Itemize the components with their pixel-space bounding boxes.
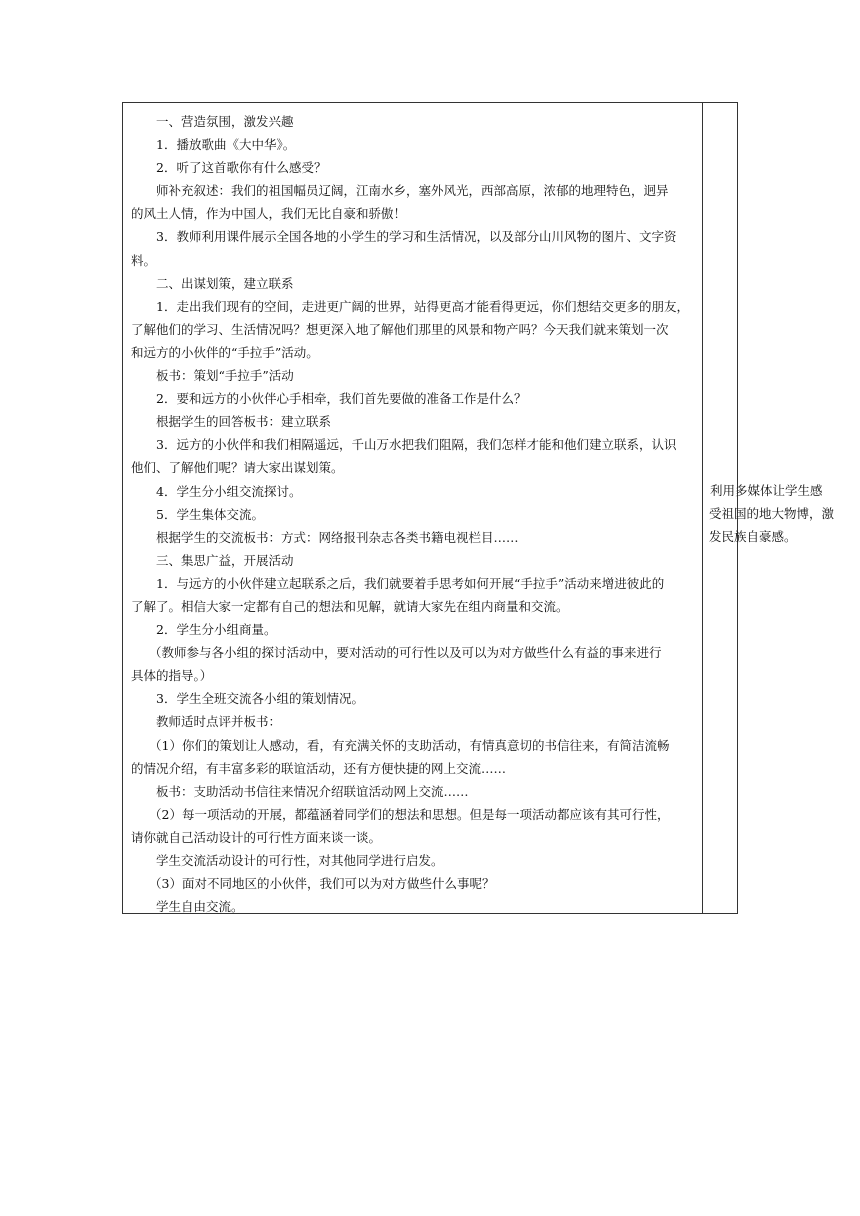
content-line: （2）每一项活动的开展，都蕴涵着同学们的想法和思想。但是每一项活动都应该有其可行性，	[149, 806, 670, 822]
content-line: 他们、了解他们呢？请大家出谋划策。	[131, 460, 344, 476]
column-divider	[702, 103, 703, 913]
content-line: 3．远方的小伙伴和我们相隔遥远，千山万水把我们阻隔，我们怎样才能和他们建立联系，认识	[156, 437, 677, 453]
content-line: 根据学生的交流板书：方式：网络报刊杂志各类书籍电视栏目……	[156, 529, 519, 545]
content-line: 5．学生集体交流。	[156, 506, 264, 522]
content-line: （3）面对不同地区的小伙伴，我们可以为对方做些什么事呢？	[149, 876, 495, 892]
content-line: 板书：支助活动书信往来情况介绍联谊活动网上交流……	[156, 783, 469, 799]
content-line: 一、营造氛围，激发兴趣	[156, 114, 294, 129]
content-line: 2．听了这首歌你有什么感受？	[156, 160, 327, 176]
content-line: 请你就自己活动设计的可行性方面来谈一谈。	[131, 829, 382, 845]
content-line: 1．走出我们现有的空间，走进更广阔的世界，站得更高才能看得更远，你们想结交更多的朋友，	[156, 298, 689, 314]
lesson-table	[122, 102, 738, 914]
content-line: （1）你们的策划让人感动，看，有充满关怀的支助活动，有情真意切的书信往来，有简洁流畅	[149, 737, 670, 753]
content-line: 2．要和远方的小伙伴心手相牵，我们首先要做的准备工作是什么？	[156, 391, 527, 407]
content-line: 的情况介绍，有丰富多彩的联谊活动，还有方便快捷的网上交流……	[131, 760, 507, 776]
content-line: 了解了。相信大家一定都有自己的想法和见解，就请大家先在组内商量和交流。	[131, 598, 569, 614]
content-line: 了解他们的学习、生活情况吗？想更深入地了解他们那里的风景和物产吗？今天我们就来策划一次	[131, 321, 669, 337]
content-line: 和远方的小伙伴的“手拉手”活动。	[131, 344, 319, 360]
side-note-line: 发民族自豪感。	[709, 529, 797, 544]
content-line: 1．与远方的小伙伴建立起联系之后，我们就要着手思考如何开展“手拉手”活动来增进彼此的	[156, 575, 665, 591]
content-line: 的风土人情，作为中国人，我们无比自豪和骄傲！	[131, 206, 407, 222]
content-line: 具体的指导。）	[131, 668, 213, 684]
content-line: 二、出谋划策，建立联系	[156, 275, 294, 291]
side-note-line: 利用多媒体让学生感	[710, 483, 823, 498]
content-line: 三、集思广益，开展活动	[156, 552, 294, 568]
content-line: 师补充叙述：我们的祖国幅员辽阔，江南水乡，塞外风光，西部高原，浓郁的地理特色，迥异	[156, 183, 669, 199]
content-line: （教师参与各小组的探讨活动中，要对活动的可行性以及可以为对方做些什么有益的事来进行	[149, 645, 662, 661]
content-line: 1．播放歌曲《大中华》。	[156, 137, 296, 153]
content-line: 教师适时点评并板书：	[156, 714, 282, 730]
content-line: 根据学生的回答板书：建立联系	[156, 414, 332, 430]
content-line: 2．学生分小组商量。	[156, 622, 277, 638]
content-line: 料。	[131, 252, 157, 268]
content-line: 学生交流活动设计的可行性，对其他同学进行启发。	[156, 853, 444, 868]
side-note-line: 受祖国的地大物博，激	[709, 506, 835, 521]
lesson-content	[123, 110, 702, 918]
content-line: 4．学生分小组交流探讨。	[156, 483, 302, 499]
content-line: 学生自由交流。	[156, 899, 244, 915]
content-line: 3．学生全班交流各小组的策划情况。	[156, 691, 364, 707]
content-line: 3．教师利用课件展示全国各地的小学生的学习和生活情况，以及部分山川风物的图片、文字资	[156, 229, 677, 245]
content-line: 板书：策划“手拉手”活动	[156, 368, 294, 384]
